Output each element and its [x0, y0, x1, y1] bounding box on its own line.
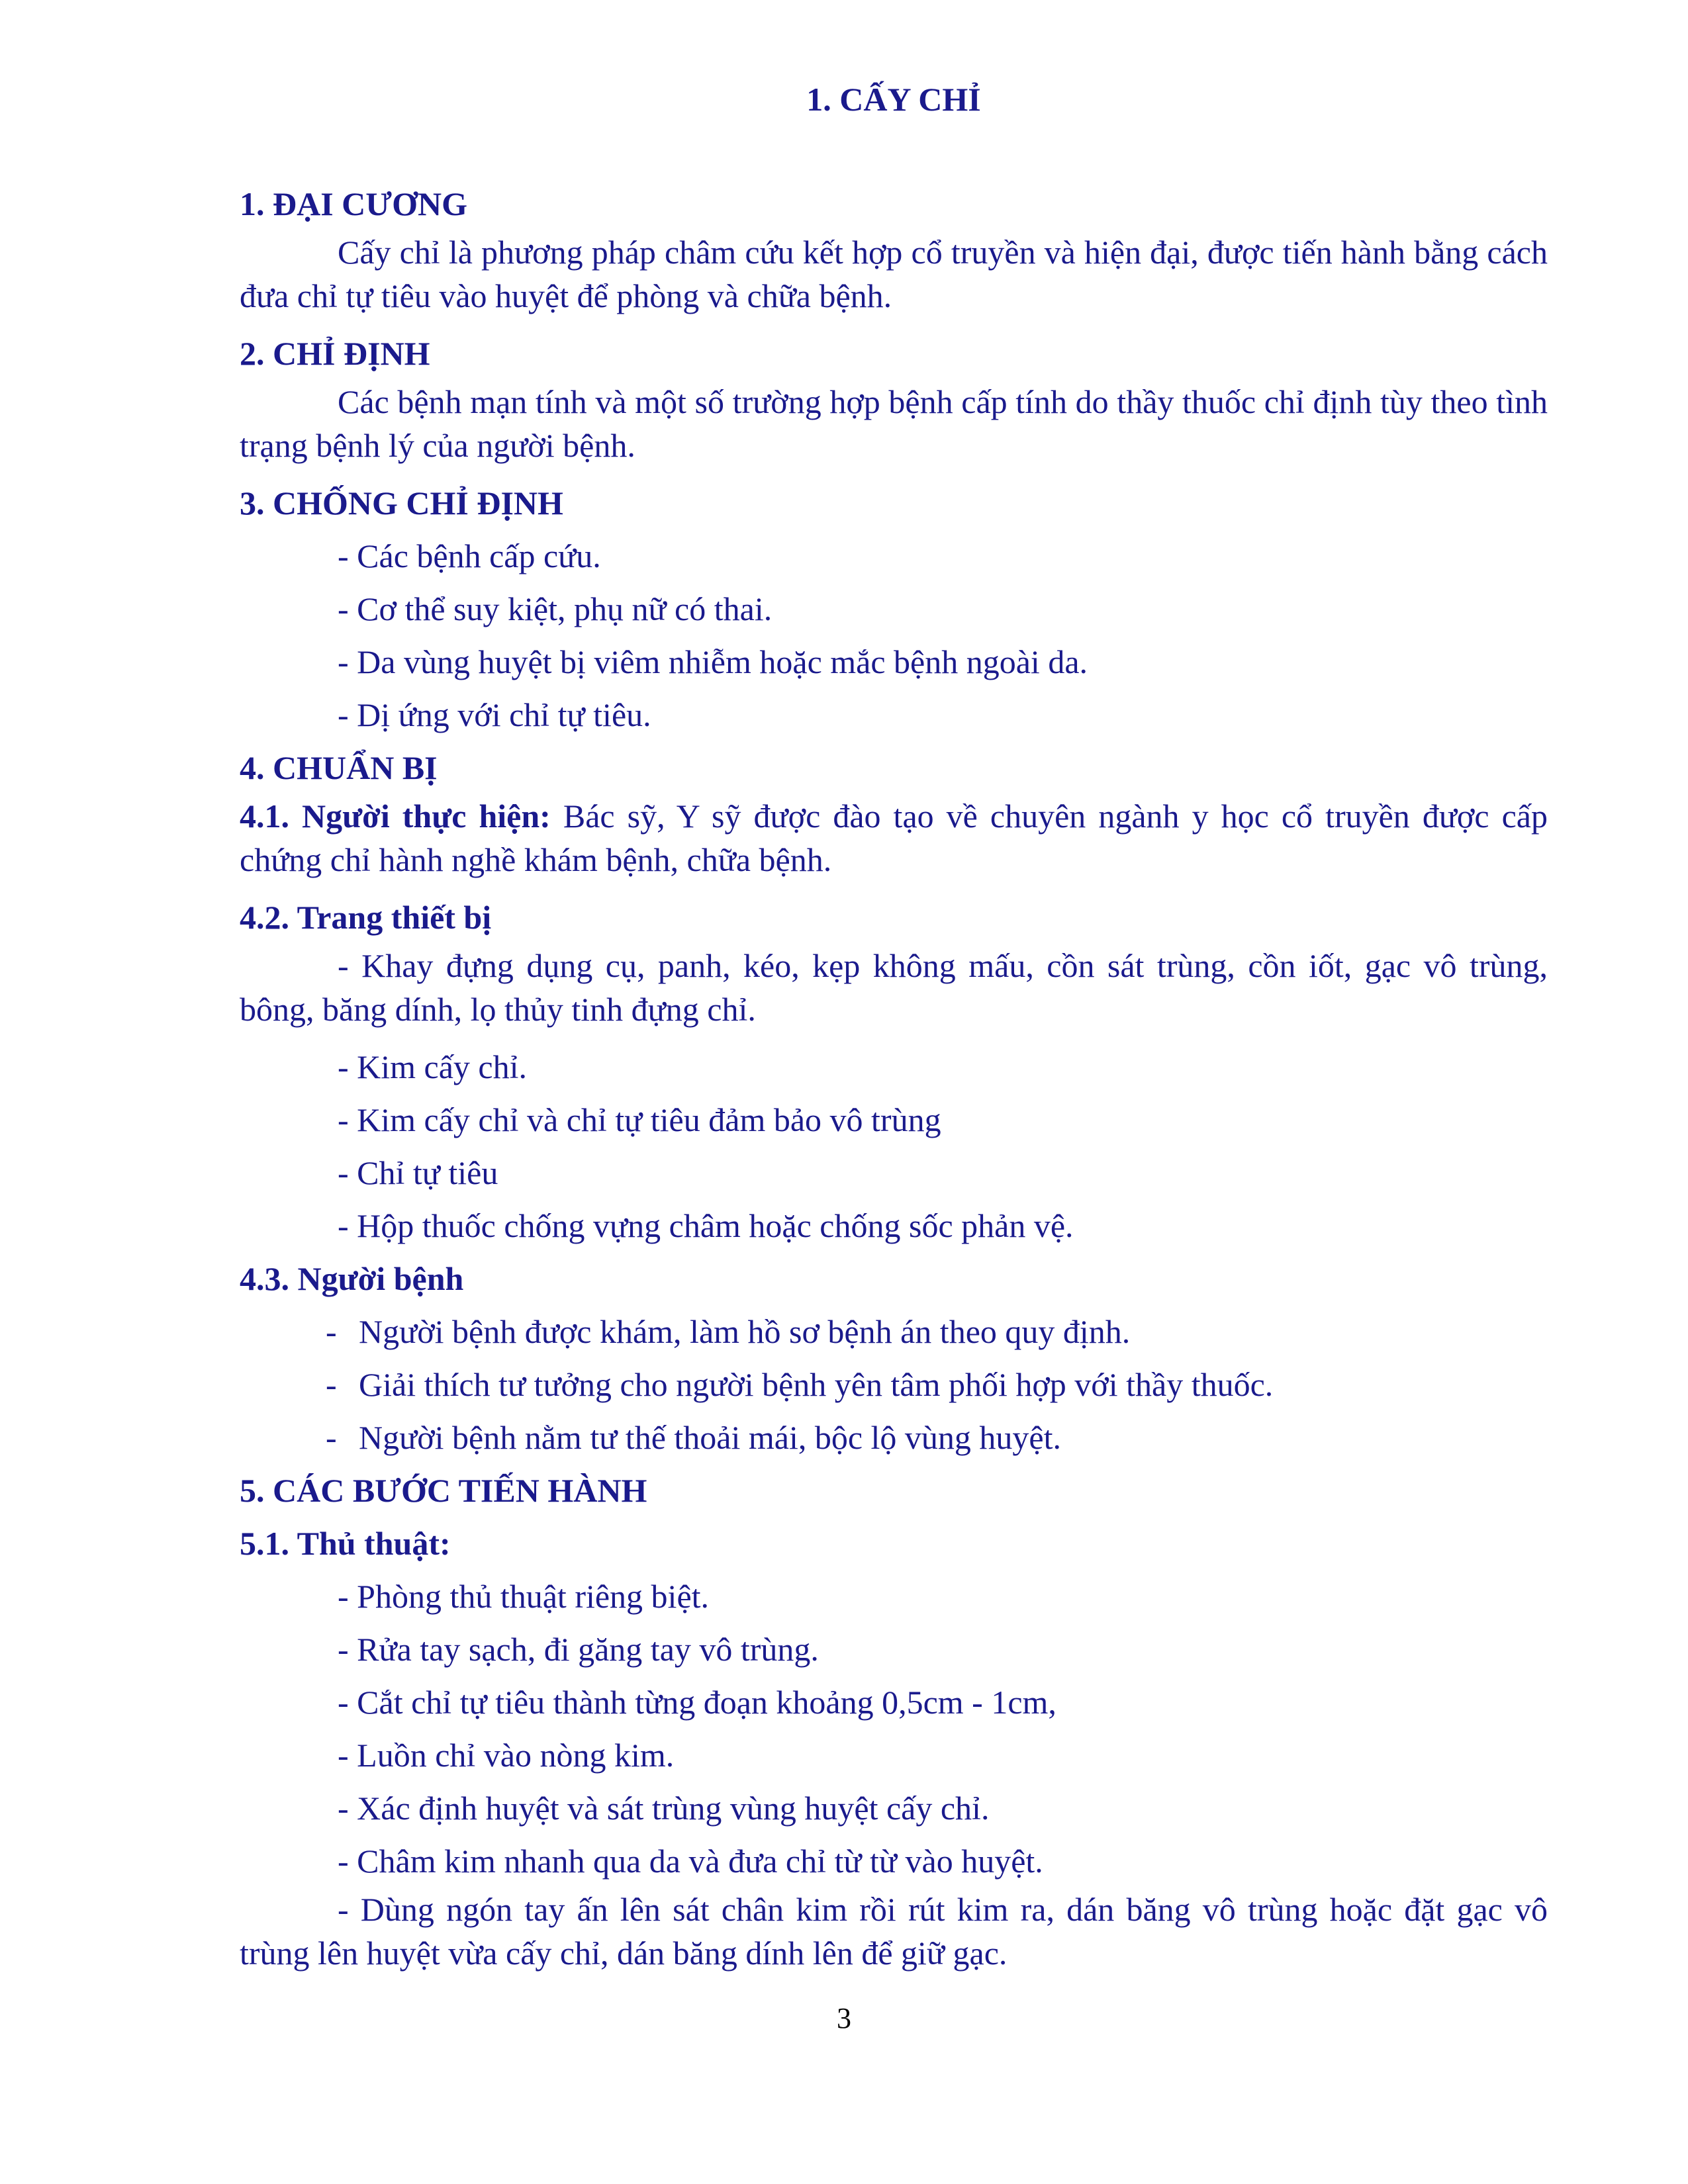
dash-bullet: -: [326, 1419, 337, 1456]
procedure-step: - Xác định huyệt và sát trùng vùng huyệt cấy chỉ.: [338, 1790, 990, 1827]
section-4-1-label: 4.1. Người thực hiện:: [240, 797, 551, 835]
section-1-heading: 1. ĐẠI CƯƠNG: [240, 185, 467, 222]
procedure-step: - Cắt chỉ tự tiêu thành từng đoạn khoảng 0,5cm - 1cm,: [338, 1684, 1056, 1721]
equipment-paragraph: - Khay đựng dụng cụ, panh, kéo, kẹp không mấu, cồn sát trùng, cồn iốt, gạc vô trùng, bông, băng dính, lọ thủy tinh đựng chỉ.: [240, 947, 1548, 1028]
procedure-final-step: - Dùng ngón tay ấn lên sát chân kim rồi rút kim ra, dán băng vô trùng hoặc đặt gạc vô trùng lên huyệt vừa cấy chỉ, dán băng dính lên để giữ gạc.: [240, 1891, 1548, 1972]
section-3-heading: 3. CHỐNG CHỈ ĐỊNH: [240, 484, 563, 522]
section-1-text: Cấy chỉ là phương pháp châm cứu kết hợp cổ truyền và hiện đại, được tiến hành bằng cách đưa chỉ tự tiêu vào huyệt để phòng và chữa bệnh.: [240, 234, 1548, 314]
patient-item: [240, 1358, 1548, 1411]
document-page: [240, 73, 1548, 1984]
section-4-1-paragraph: [240, 794, 1548, 882]
section-4-3-heading: 4.3. Người bệnh: [240, 1260, 464, 1297]
procedure-step: - Luồn chỉ vào nòng kim.: [338, 1737, 675, 1774]
contraindication-item: - Da vùng huyệt bị viêm nhiễm hoặc mắc bệnh ngoài da.: [338, 643, 1088, 680]
contraindication-item: - Dị ứng với chỉ tự tiêu.: [338, 696, 651, 733]
page-number: 3: [837, 2002, 851, 2034]
section-2-text: Các bệnh mạn tính và một số trường hợp bệnh cấp tính do thầy thuốc chỉ định tùy theo tình trạng bệnh lý của người bệnh.: [240, 383, 1548, 464]
equipment-item: - Chỉ tự tiêu: [338, 1154, 498, 1191]
contraindication-item: - Cơ thể suy kiệt, phụ nữ có thai.: [338, 590, 773, 627]
patient-item-text: Người bệnh được khám, làm hồ sơ bệnh án theo quy định.: [359, 1313, 1131, 1350]
section-2-heading: 2. CHỈ ĐỊNH: [240, 335, 430, 372]
patient-item-text: Giải thích tư tưởng cho người bệnh yên tâm phối hợp với thầy thuốc.: [359, 1366, 1274, 1403]
procedure-step: - Phòng thủ thuật riêng biệt.: [338, 1578, 710, 1615]
dash-bullet: -: [326, 1366, 337, 1403]
section-4-1-text: Bác sỹ, Y sỹ được đào tạo về chuyên ngành y học cổ truyền được cấp chứng chỉ hành nghề khám bệnh, chữa bệnh.: [240, 797, 1548, 878]
procedure-step: - Châm kim nhanh qua da và đưa chỉ từ từ vào huyệt.: [338, 1843, 1043, 1880]
section-4-heading: 4. CHUẨN BỊ: [240, 749, 438, 786]
dash-bullet: -: [326, 1313, 337, 1350]
patient-item: [240, 1411, 1548, 1464]
contraindication-item: - Các bệnh cấp cứu.: [338, 537, 601, 574]
section-5-heading: 5. CÁC BƯỚC TIẾN HÀNH: [240, 1472, 647, 1509]
section-5-1-heading: 5.1. Thủ thuật:: [240, 1525, 451, 1562]
equipment-item: - Hộp thuốc chống vựng châm hoặc chống sốc phản vệ.: [338, 1207, 1074, 1244]
equipment-item: - Kim cấy chỉ và chỉ tự tiêu đảm bảo vô trùng: [338, 1101, 941, 1138]
patient-item-text: Người bệnh nằm tư thế thoải mái, bộc lộ vùng huyệt.: [359, 1419, 1062, 1456]
equipment-item: - Kim cấy chỉ.: [338, 1048, 528, 1085]
procedure-step: - Rửa tay sạch, đi găng tay vô trùng.: [338, 1631, 819, 1668]
document-title: 1. CẤY CHỈ: [806, 81, 981, 118]
section-4-2-heading: 4.2. Trang thiết bị: [240, 899, 492, 936]
patient-item: [240, 1305, 1548, 1358]
